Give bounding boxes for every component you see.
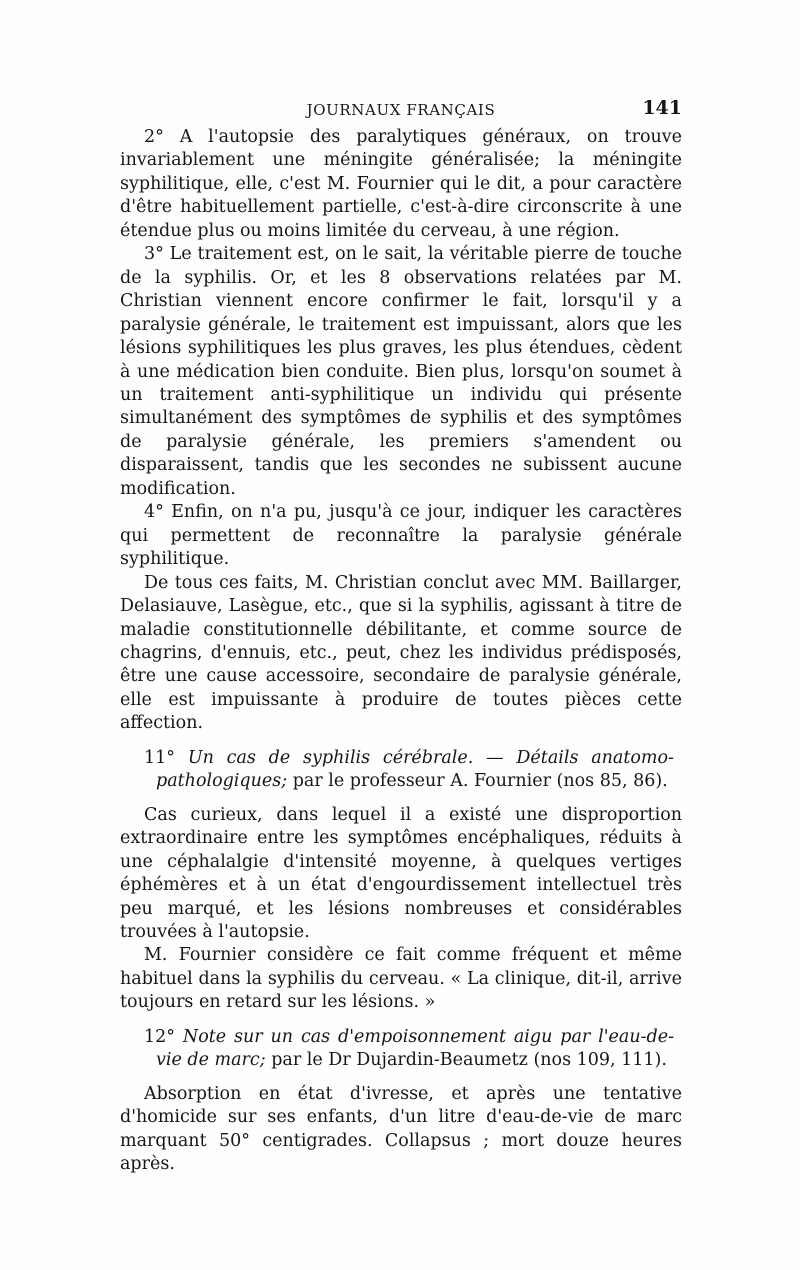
running-header (120, 97, 682, 123)
section-number: 12° (144, 1026, 176, 1047)
running-title: JOURNAUX FRANÇAIS (306, 101, 496, 119)
section-number: 11° (144, 747, 176, 768)
section-heading-12 (120, 1026, 682, 1073)
body-text (120, 126, 682, 1176)
section-heading-11 (120, 747, 682, 794)
paragraph-characters: 4° Enfin, on n'a pu, jusqu'à ce jour, indiquer les caractères qui permettent de reconnaître la paralysie générale syphilitique. (120, 502, 682, 570)
paragraph-autopsy: 2° A l'autopsie des paralytiques généraux, on trouve invariablement une méningite généralisée; la méningite syphilitique, elle, c'est M. Fournier qui le dit, a pour caractère d'être habituellement partielle, c'est-à-dire circonscrite à une étendue plus ou moins limitée du cerveau, à une région. (120, 127, 682, 241)
section-title-italic: Un cas de syphilis cérébrale. — Détails anatomo-pathologiques; (156, 747, 674, 792)
paragraph-conclusion: De tous ces faits, M. Christian conclut avec MM. Baillarger, Delasiauve, Lasègue, etc., que si la syphilis, agissant à titre de maladie constitutionnelle débilitante, et comme source de chagrins, d'ennuis, etc., peut, chez les individus prédisposés, être une cause accessoire, secondaire de paralysie générale, elle est impuissante à produire de toutes pièces cette affection. (120, 572, 682, 734)
paragraph-treatment: 3° Le traitement est, on le sait, la véritable pierre de touche de la syphilis. Or, et les 8 observations relatées par M. Christian viennent encore confirmer le fait, lorsqu'il y a paralysie générale, le traitement est impuissant, alors que les lésions syphilitiques les plus graves, les plus étendues, cèdent à une médication bien conduite. Bien plus, lorsqu'on soumet à un traitement anti-syphilitique un individu qui présente simultanément des symptômes de syphilis et des symptômes de paralysie générale, les premiers s'amendent ou disparaissent, tandis que les secondes ne subissent aucune modification. (120, 244, 682, 499)
paragraph-case: Cas curieux, dans lequel il a existé une disproportion extraordinaire entre les symptômes encéphaliques, réduits à une céphalalgie d'intensité moyenne, à quelques vertiges éphémères et à un état d'engourdissement intellectuel très peu marqué, et les lésions nombreuses et considérables trouvées à l'autopsie. (120, 804, 682, 942)
paragraph-absorption: Absorption en état d'ivresse, et après une tentative d'homicide sur ses enfants, d'un litre d'eau-de-vie de marc marquant 50° centigrades. Collapsus ; mort douze heures après. (120, 1083, 682, 1175)
section-title-italic: Note sur un cas d'empoisonnement aigu par l'eau-de-vie de marc; (156, 1026, 674, 1071)
paragraph-fournier: M. Fournier considère ce fait comme fréquent et même habituel dans la syphilis du cerveau. « La clinique, dit-il, arrive toujours en retard sur les lésions. » (120, 945, 682, 1013)
section-title-rest: par le Dr Dujardin-Beaumetz (nos 109, 111). (271, 1050, 667, 1071)
page-number: 141 (642, 97, 682, 119)
section-title-rest: par le professeur A. Fournier (nos 85, 86). (292, 771, 668, 792)
